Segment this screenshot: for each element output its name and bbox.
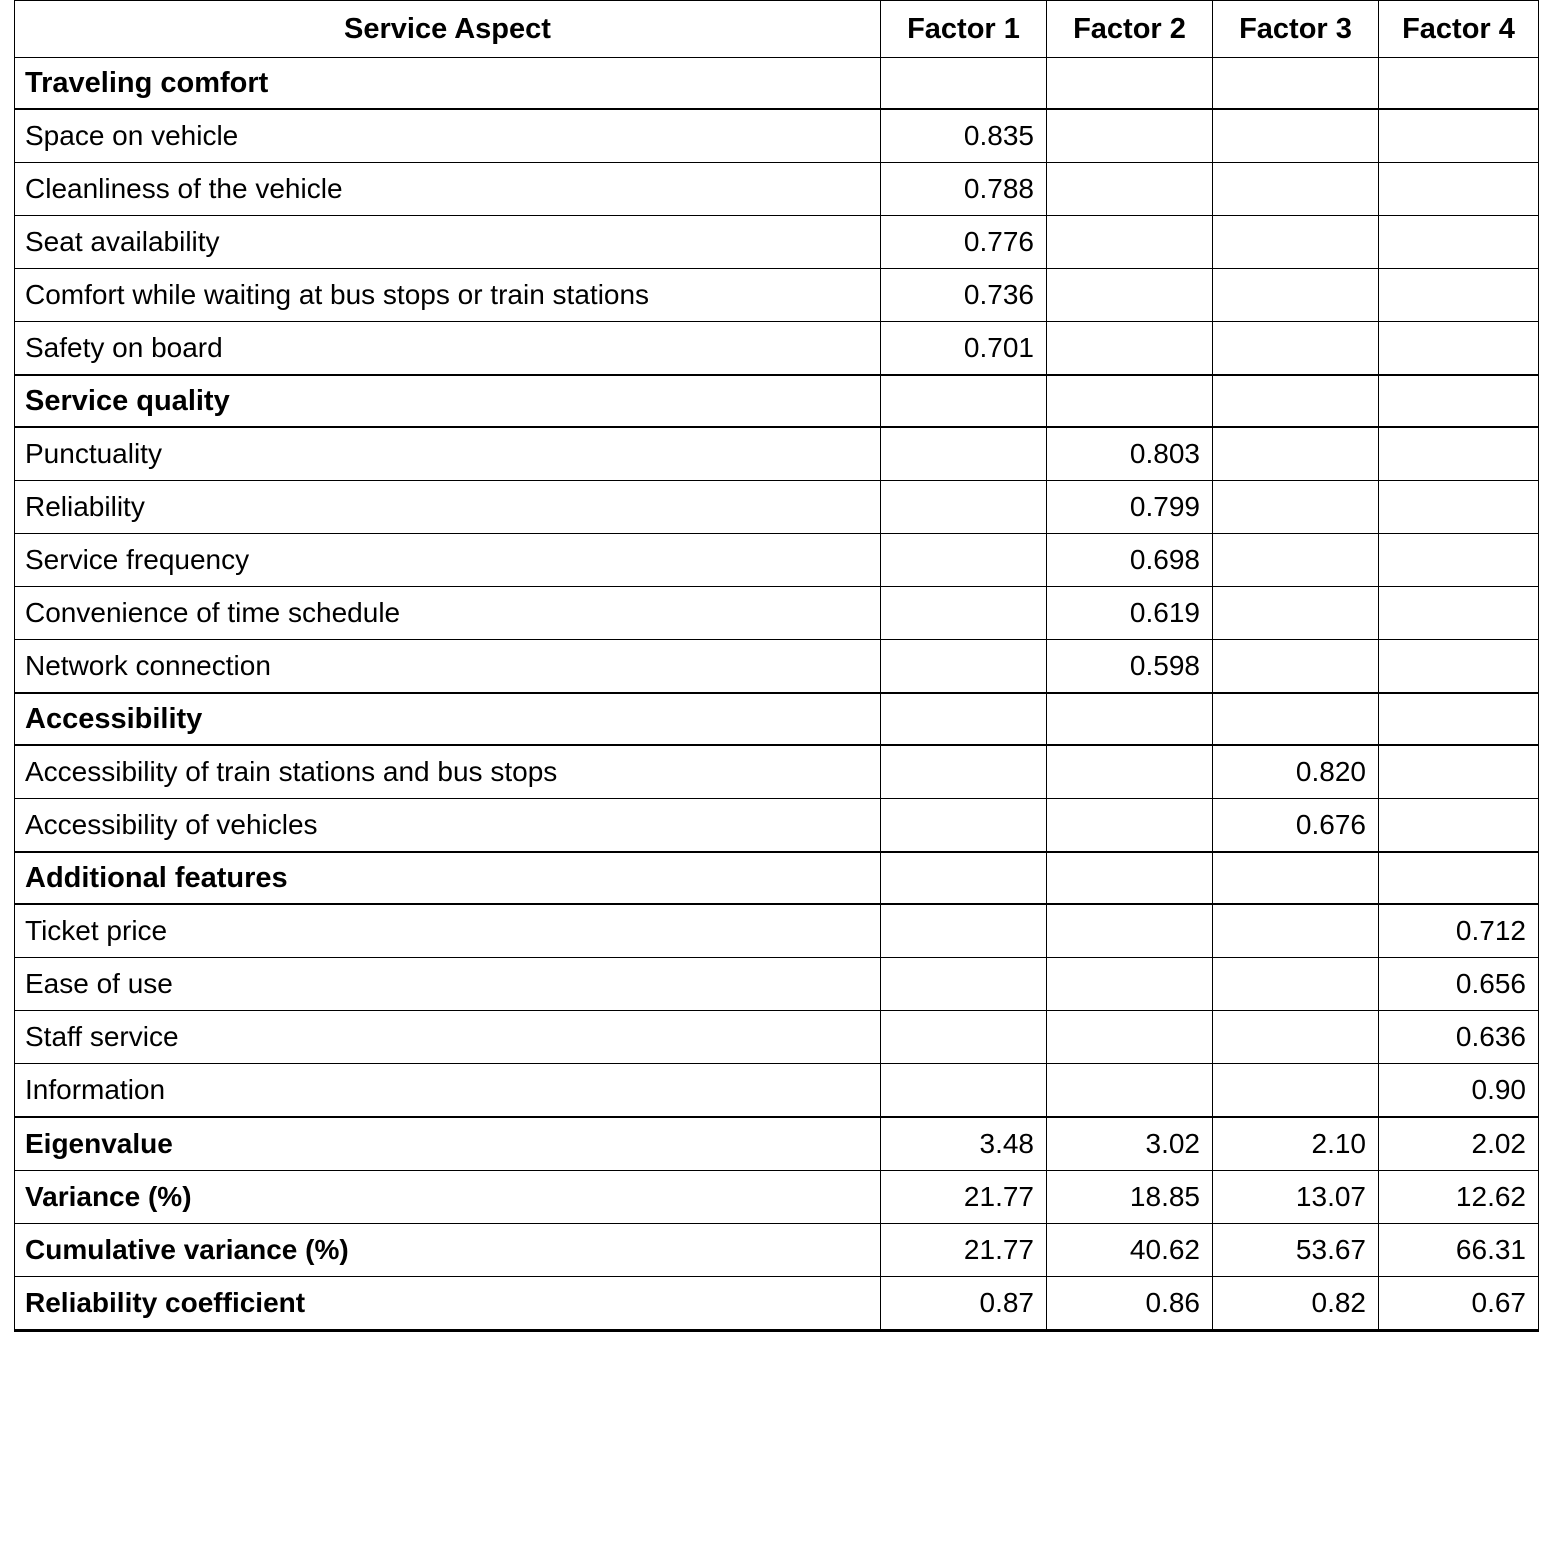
group-header-spacer-4 <box>1379 852 1539 904</box>
cell-factor-1: 0.701 <box>881 322 1047 376</box>
cell-factor-3 <box>1213 481 1379 534</box>
group-header-label: Accessibility <box>15 693 881 745</box>
cell-service-aspect: Network connection <box>15 640 881 694</box>
cell-service-aspect: Ticket price <box>15 904 881 958</box>
group-header-spacer-2 <box>1047 852 1213 904</box>
cell-factor-1: 0.788 <box>881 163 1047 216</box>
cell-factor-1: 0.835 <box>881 109 1047 163</box>
cell-factor-2: 0.598 <box>1047 640 1213 694</box>
group-header-spacer-1 <box>881 375 1047 427</box>
factor-analysis-table <box>14 0 1539 1332</box>
group-header-spacer-1 <box>881 852 1047 904</box>
cell-factor-4 <box>1379 481 1539 534</box>
summary-row <box>15 1224 1539 1277</box>
cell-factor-2 <box>1047 216 1213 269</box>
cell-factor-2: 0.698 <box>1047 534 1213 587</box>
cell-factor-1 <box>881 640 1047 694</box>
group-header-spacer-3 <box>1213 693 1379 745</box>
table-row <box>15 427 1539 481</box>
table-row <box>15 534 1539 587</box>
cell-service-aspect: Reliability <box>15 481 881 534</box>
cell-factor-2 <box>1047 745 1213 799</box>
table-header-row <box>15 1 1539 58</box>
cell-factor-3 <box>1213 640 1379 694</box>
cell-factor-1: 0.776 <box>881 216 1047 269</box>
cell-factor-1 <box>881 587 1047 640</box>
cell-summary-factor-3: 2.10 <box>1213 1117 1379 1171</box>
cell-summary-factor-1: 21.77 <box>881 1171 1047 1224</box>
group-header-spacer-2 <box>1047 58 1213 110</box>
cell-summary-factor-3: 0.82 <box>1213 1277 1379 1331</box>
cell-factor-4 <box>1379 587 1539 640</box>
cell-service-aspect: Accessibility of train stations and bus stops <box>15 745 881 799</box>
cell-factor-1 <box>881 1064 1047 1118</box>
cell-factor-1 <box>881 481 1047 534</box>
cell-factor-2 <box>1047 109 1213 163</box>
cell-factor-4 <box>1379 534 1539 587</box>
table-row <box>15 216 1539 269</box>
cell-service-aspect: Cleanliness of the vehicle <box>15 163 881 216</box>
cell-service-aspect: Service frequency <box>15 534 881 587</box>
cell-service-aspect: Punctuality <box>15 427 881 481</box>
group-header-row <box>15 852 1539 904</box>
group-header-spacer-3 <box>1213 852 1379 904</box>
group-header-label: Service quality <box>15 375 881 427</box>
cell-factor-3 <box>1213 1064 1379 1118</box>
group-header-label: Traveling comfort <box>15 58 881 110</box>
cell-factor-1 <box>881 534 1047 587</box>
table-row <box>15 109 1539 163</box>
table-header <box>15 1 1539 58</box>
cell-factor-3 <box>1213 322 1379 376</box>
cell-factor-4 <box>1379 163 1539 216</box>
column-header-factor-1: Factor 1 <box>881 1 1047 58</box>
cell-summary-factor-4: 12.62 <box>1379 1171 1539 1224</box>
cell-service-aspect: Space on vehicle <box>15 109 881 163</box>
group-header-spacer-3 <box>1213 375 1379 427</box>
cell-factor-4 <box>1379 322 1539 376</box>
cell-factor-2 <box>1047 322 1213 376</box>
cell-factor-4: 0.712 <box>1379 904 1539 958</box>
table-row <box>15 322 1539 376</box>
cell-service-aspect: Information <box>15 1064 881 1118</box>
group-header-spacer-4 <box>1379 375 1539 427</box>
cell-factor-4 <box>1379 427 1539 481</box>
table-row <box>15 799 1539 853</box>
cell-factor-1 <box>881 799 1047 853</box>
cell-factor-2 <box>1047 163 1213 216</box>
table-row <box>15 640 1539 694</box>
cell-factor-2 <box>1047 269 1213 322</box>
cell-service-aspect: Seat availability <box>15 216 881 269</box>
cell-summary-label: Variance (%) <box>15 1171 881 1224</box>
cell-service-aspect: Convenience of time schedule <box>15 587 881 640</box>
cell-factor-4 <box>1379 269 1539 322</box>
cell-factor-3: 0.676 <box>1213 799 1379 853</box>
cell-summary-label: Reliability coefficient <box>15 1277 881 1331</box>
cell-service-aspect: Safety on board <box>15 322 881 376</box>
summary-row <box>15 1117 1539 1171</box>
cell-summary-factor-3: 53.67 <box>1213 1224 1379 1277</box>
cell-summary-factor-3: 13.07 <box>1213 1171 1379 1224</box>
group-header-spacer-1 <box>881 693 1047 745</box>
cell-summary-factor-2: 18.85 <box>1047 1171 1213 1224</box>
cell-service-aspect: Comfort while waiting at bus stops or train stations <box>15 269 881 322</box>
cell-factor-4: 0.90 <box>1379 1064 1539 1118</box>
cell-summary-factor-1: 3.48 <box>881 1117 1047 1171</box>
cell-factor-3: 0.820 <box>1213 745 1379 799</box>
summary-row <box>15 1277 1539 1331</box>
summary-row <box>15 1171 1539 1224</box>
group-header-label: Additional features <box>15 852 881 904</box>
cell-factor-2: 0.799 <box>1047 481 1213 534</box>
cell-factor-2 <box>1047 1011 1213 1064</box>
group-header-row <box>15 375 1539 427</box>
cell-factor-4: 0.636 <box>1379 1011 1539 1064</box>
cell-factor-2 <box>1047 958 1213 1011</box>
cell-factor-4 <box>1379 799 1539 853</box>
cell-factor-3 <box>1213 1011 1379 1064</box>
table-row <box>15 958 1539 1011</box>
cell-summary-factor-4: 0.67 <box>1379 1277 1539 1331</box>
group-header-row <box>15 58 1539 110</box>
column-header-factor-3: Factor 3 <box>1213 1 1379 58</box>
cell-factor-3 <box>1213 109 1379 163</box>
cell-factor-4 <box>1379 109 1539 163</box>
cell-service-aspect: Accessibility of vehicles <box>15 799 881 853</box>
cell-factor-3 <box>1213 587 1379 640</box>
cell-factor-3 <box>1213 269 1379 322</box>
column-header-service-aspect: Service Aspect <box>15 1 881 58</box>
table-row <box>15 269 1539 322</box>
cell-factor-2 <box>1047 904 1213 958</box>
group-header-spacer-4 <box>1379 58 1539 110</box>
table-row <box>15 1011 1539 1064</box>
table-row <box>15 904 1539 958</box>
cell-factor-2: 0.619 <box>1047 587 1213 640</box>
cell-summary-factor-2: 0.86 <box>1047 1277 1213 1331</box>
cell-factor-2 <box>1047 799 1213 853</box>
cell-factor-1 <box>881 1011 1047 1064</box>
group-header-row <box>15 693 1539 745</box>
cell-factor-2: 0.803 <box>1047 427 1213 481</box>
cell-summary-factor-2: 3.02 <box>1047 1117 1213 1171</box>
group-header-spacer-4 <box>1379 693 1539 745</box>
cell-summary-label: Cumulative variance (%) <box>15 1224 881 1277</box>
group-header-spacer-3 <box>1213 58 1379 110</box>
table-body <box>15 58 1539 1331</box>
table-row <box>15 587 1539 640</box>
cell-factor-1 <box>881 904 1047 958</box>
cell-service-aspect: Ease of use <box>15 958 881 1011</box>
column-header-factor-4: Factor 4 <box>1379 1 1539 58</box>
table-row <box>15 1064 1539 1118</box>
cell-factor-4 <box>1379 640 1539 694</box>
cell-factor-1 <box>881 958 1047 1011</box>
cell-factor-3 <box>1213 427 1379 481</box>
cell-summary-factor-1: 0.87 <box>881 1277 1047 1331</box>
cell-summary-factor-1: 21.77 <box>881 1224 1047 1277</box>
cell-factor-4: 0.656 <box>1379 958 1539 1011</box>
cell-factor-3 <box>1213 904 1379 958</box>
table-row <box>15 163 1539 216</box>
group-header-spacer-2 <box>1047 375 1213 427</box>
cell-summary-label: Eigenvalue <box>15 1117 881 1171</box>
cell-factor-3 <box>1213 163 1379 216</box>
cell-factor-4 <box>1379 745 1539 799</box>
cell-factor-3 <box>1213 216 1379 269</box>
cell-factor-4 <box>1379 216 1539 269</box>
column-header-factor-2: Factor 2 <box>1047 1 1213 58</box>
group-header-spacer-1 <box>881 58 1047 110</box>
cell-summary-factor-2: 40.62 <box>1047 1224 1213 1277</box>
table-row <box>15 745 1539 799</box>
cell-factor-3 <box>1213 534 1379 587</box>
cell-factor-2 <box>1047 1064 1213 1118</box>
cell-factor-1 <box>881 427 1047 481</box>
cell-factor-3 <box>1213 958 1379 1011</box>
cell-summary-factor-4: 2.02 <box>1379 1117 1539 1171</box>
cell-factor-1 <box>881 745 1047 799</box>
cell-service-aspect: Staff service <box>15 1011 881 1064</box>
cell-summary-factor-4: 66.31 <box>1379 1224 1539 1277</box>
cell-factor-1: 0.736 <box>881 269 1047 322</box>
group-header-spacer-2 <box>1047 693 1213 745</box>
table-row <box>15 481 1539 534</box>
